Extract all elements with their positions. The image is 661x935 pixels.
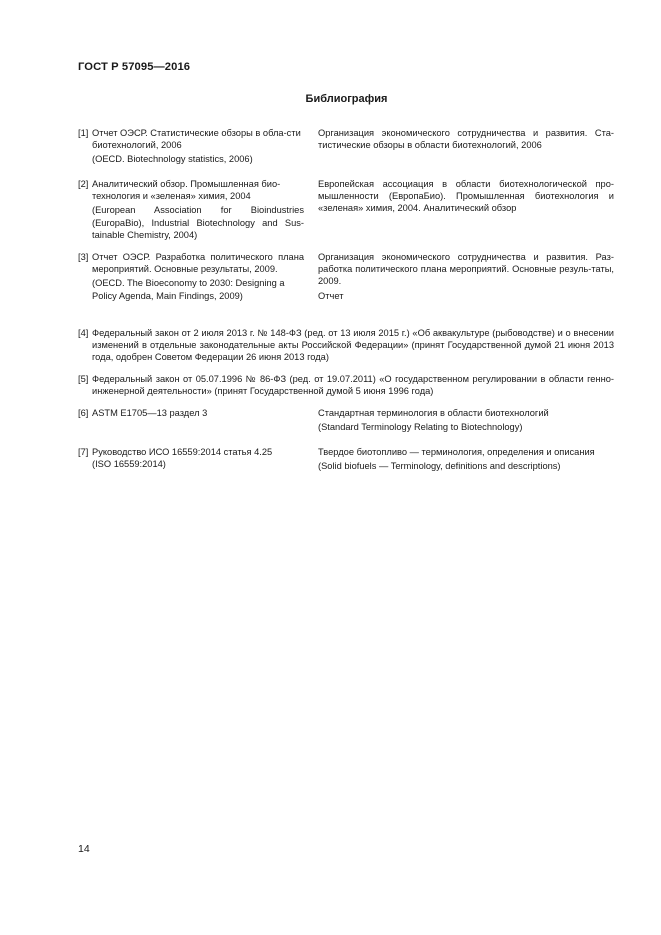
reference-translation-text: Европейская ассоциация в области биотехнологической про-мышленности (ЕвропаБио). Промышленная биотехнология и «зеленая» химия, 2004. Аналитический обзор: [318, 179, 614, 214]
reference-original-title: (OECD. Biotechnology statistics, 2006): [92, 154, 253, 165]
reference-translation-text: Отчет: [318, 290, 344, 301]
reference-number: [5]: [78, 374, 89, 384]
reference-translation: [318, 178, 614, 215]
reference-original-title: (OECD. The Bioeconomy to 2030: Designing a Policy Agenda, Main Findings, 2009): [92, 278, 285, 301]
reference-translation-text: (Standard Terminology Relating to Biotechnology): [318, 422, 523, 433]
reference-left-column: [78, 251, 304, 302]
reference-full-text: [78, 373, 614, 397]
reference-translation-text: Организация экономического сотрудничества и развития. Ста-тистические обзоры в области биотехнологий, 2006: [318, 128, 614, 151]
reference-number: [1]: [78, 128, 89, 138]
reference-translation: [318, 407, 614, 433]
reference-title: ASTM E1705—13 раздел 3: [92, 408, 208, 418]
reference-number: [2]: [78, 179, 89, 189]
reference-translation-text: (Solid biofuels — Terminology, definitions and descriptions): [318, 461, 561, 472]
page-number: 14: [78, 843, 90, 855]
reference-translation-text: Твердое биотопливо — терминология, определения и описания: [318, 447, 595, 457]
reference-left-column: [78, 127, 304, 166]
reference-full-text: [78, 327, 614, 364]
reference-left-column: [78, 407, 304, 419]
reference-number: [7]: [78, 447, 89, 457]
reference-text: Федеральный закон от 05.07.1996 № 86-ФЗ (ред. от 19.07.2011) «О государственном регулировании в области генно-инженерной деятельности» (принят Государственной думой 5 июня 1996 года): [92, 374, 614, 397]
document-code: ГОСТ Р 57095—2016: [78, 61, 191, 73]
reference-original-title: (European Association for Bioindustries (EuropaBio), Industrial Biotechnology and Sus-tainable Chemistry, 2004): [92, 205, 304, 240]
reference-translation: [318, 127, 614, 151]
reference-left-column: [78, 446, 304, 470]
reference-title: Отчет ОЭСР. Разработка политического плана мероприятий. Основные результаты, 2009.: [92, 252, 304, 275]
reference-translation-text: Организация экономического сотрудничества и развития. Раз-работка политического плана мероприятий. Основные резуль-таты, 2009.: [318, 252, 614, 287]
reference-translation: [318, 446, 614, 472]
reference-translation-text: Стандартная терминология в области биотехнологий: [318, 408, 549, 418]
reference-text: Федеральный закон от 2 июля 2013 г. № 148-ФЗ (ред. от 13 июля 2015 г.) «Об аквакультуре (рыбоводстве) и о внесении изменений в отдельные законодательные акты Российской Федерации» (принят Государственной думой 21 июня 2013 года, одобрен Советом Федерации 26 июня 2013 года): [92, 328, 614, 363]
reference-left-column: [78, 178, 304, 241]
reference-number: [4]: [78, 328, 89, 338]
reference-number: [3]: [78, 252, 89, 262]
reference-title: Аналитический обзор. Промышленная био-технология и «зеленая» химия, 2004: [92, 179, 281, 202]
reference-original-title: (ISO 16559:2014): [92, 459, 166, 470]
reference-translation: [318, 251, 614, 302]
reference-title: Отчет ОЭСР. Статистические обзоры в обла-сти биотехнологий, 2006: [92, 128, 301, 151]
reference-title: Руководство ИСО 16559:2014 статья 4.25: [92, 447, 273, 457]
reference-number: [6]: [78, 408, 89, 418]
page-title: Библиография: [305, 93, 388, 105]
